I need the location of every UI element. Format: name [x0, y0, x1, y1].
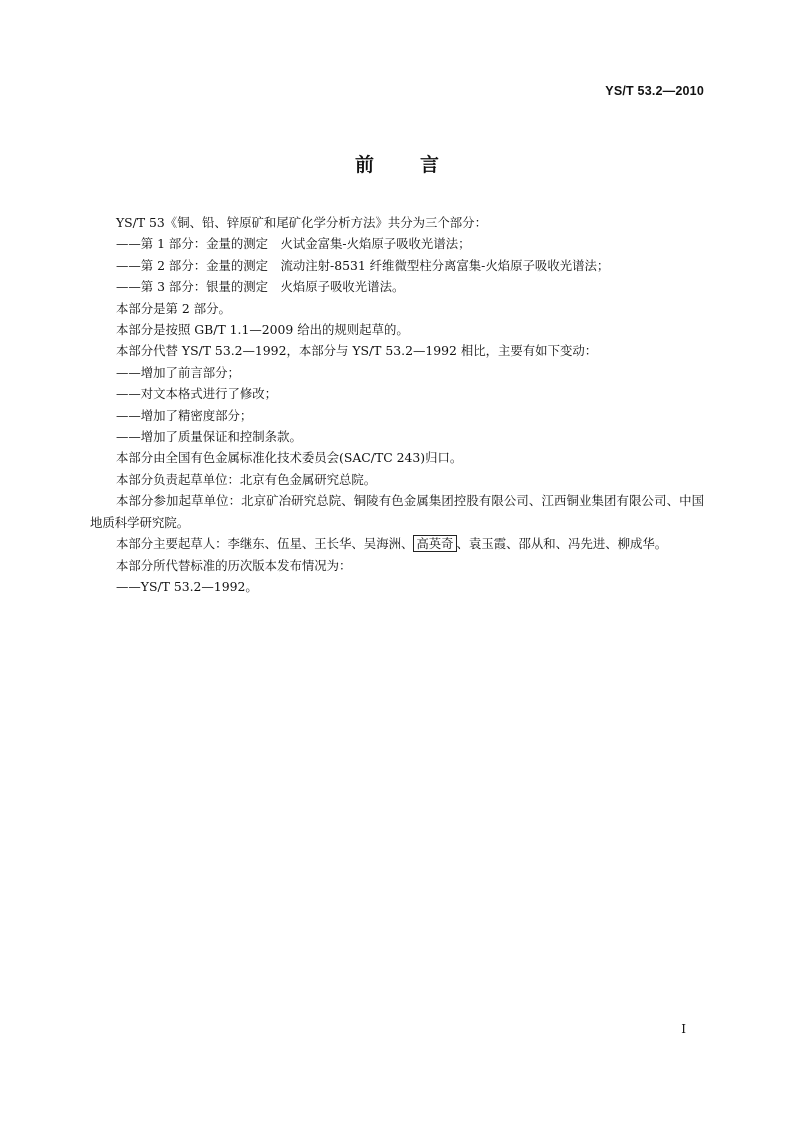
- list-item-change-4: ——增加了质量保证和控制条款。: [116, 429, 302, 445]
- list-item-change-1: ——增加了前言部分；: [116, 364, 240, 380]
- page-title-char-1: 前: [354, 154, 374, 176]
- page-title-char-2: 言: [420, 154, 440, 176]
- paragraph-drafters: [90, 533, 704, 554]
- paragraph-responsible-unit: 本部分负责起草单位：北京有色金属研究总院。: [116, 471, 377, 487]
- list-item-part-2: ——第 2 部分：金量的测定 流动注射-8531 纤维微型柱分离富集-火焰原子吸收光谱法；: [116, 257, 610, 273]
- paragraph-this-part: 本部分是第 2 部分。: [116, 300, 231, 316]
- drafters-text-after: 、袁玉霞、邵从和、冯先进、柳成华。: [456, 536, 668, 552]
- list-item-part-1: ——第 1 部分：金量的测定 火试金富集-火焰原子吸收光谱法；: [116, 236, 471, 252]
- paragraph-replaces: 本部分代替 YS/T 53.2—1992，本部分与 YS/T 53.2—1992 相比，主要有如下变动：: [116, 343, 598, 359]
- standard-code: YS/T 53.2—2010: [605, 84, 704, 98]
- page-number: I: [681, 1022, 686, 1036]
- paragraph-participating-units: 本部分参加起草单位：北京矿冶研究总院、铜陵有色金属集团控股有限公司、江西铜业集团有限公司、中国地质科学研究院。: [90, 493, 704, 530]
- page-title: [0, 150, 794, 177]
- list-item-change-3: ——增加了精密度部分；: [116, 407, 253, 423]
- list-item-change-2: ——对文本格式进行了修改；: [116, 386, 278, 402]
- drafter-boxed-name: 高英奇: [413, 535, 456, 552]
- list-item-part-3: ——第 3 部分：银量的测定 火焰原子吸收光谱法。: [116, 279, 405, 295]
- paragraph-committee: 本部分由全国有色金属标准化技术委员会(SAC/TC 243)归口。: [116, 450, 463, 466]
- paragraph-drafting-rules: 本部分是按照 GB/T 1.1—2009 给出的规则起草的。: [116, 322, 409, 338]
- paragraph-parts-intro: YS/T 53《铜、铅、锌原矿和尾矿化学分析方法》共分为三个部分：: [116, 215, 487, 230]
- foreword-body: [90, 212, 704, 597]
- list-item-history: ——YS/T 53.2—1992。: [116, 578, 258, 594]
- paragraph-history-intro: 本部分所代替标准的历次版本发布情况为：: [116, 557, 352, 573]
- drafters-text-before: 本部分主要起草人：李继东、伍星、王长华、吴海洲、: [116, 536, 414, 552]
